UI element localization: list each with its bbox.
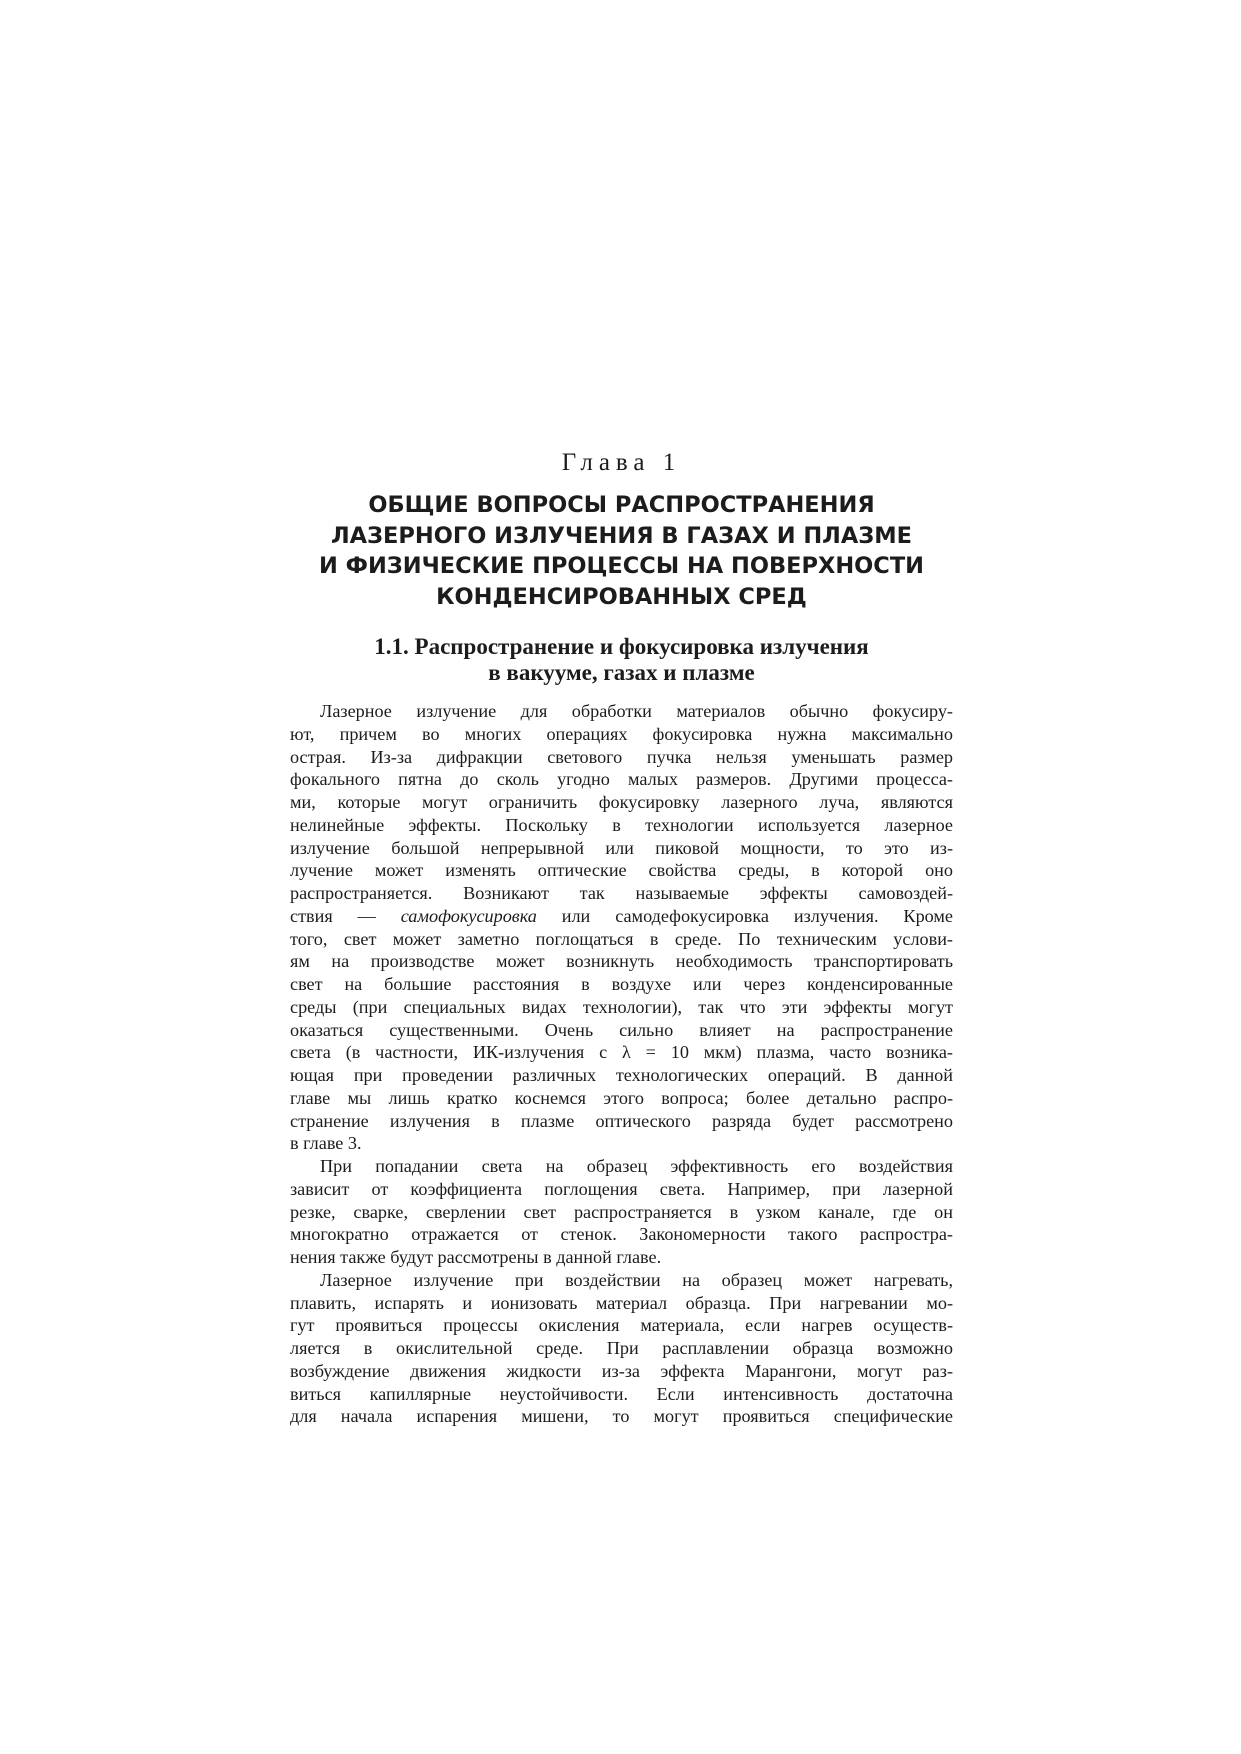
text-line: ляется в окислительной среде. При расплавлении образца возможно: [290, 1338, 953, 1358]
text-line: света (в частности, ИК-излучения с λ = 10 мкм) плазма, часто возника-: [290, 1042, 953, 1063]
text-line: плавить, испарять и ионизовать материал образца. При нагревании мо-: [290, 1292, 953, 1313]
text-line: ют, причем во многих операциях фокусировка нужна максимально: [290, 723, 953, 744]
chapter-label: Глава 1: [561, 449, 682, 476]
text-line: возбуждение движения жидкости из-за эффекта Марангони, могут раз-: [290, 1360, 953, 1381]
text-line: нения также будут рассмотрены в данной главе.: [290, 1247, 662, 1267]
text-line: гут проявиться процессы окисления материала, если нагрев осуществ-: [290, 1315, 953, 1336]
text-fragment: ствия —: [290, 905, 401, 926]
text-line: распространяется. Возникают так называемые эффекты самовоздей-: [290, 883, 953, 903]
section-title: [290, 634, 953, 686]
text-line: острая. Из-за дифракции светового пучка нельзя уменьшать размер: [290, 746, 953, 767]
text-line: главе мы лишь кратко коснемся этого вопроса; более детально распро-: [290, 1087, 953, 1108]
text-line: того, свет может заметно поглощаться в среде. По техническим услови-: [290, 928, 953, 949]
text-line: резке, сварке, сверлении свет распространяется в узком канале, где он: [290, 1201, 953, 1222]
text-line: многократно отражается от стенок. Закономерности такого распростра-: [290, 1224, 953, 1245]
chapter-title-line: И ФИЗИЧЕСКИЕ ПРОЦЕССЫ НА ПОВЕРХНОСТИ: [318, 553, 925, 579]
text-line: среды (при специальных видах технологии), так что эти эффекты могут: [290, 996, 953, 1017]
text-line: ющая при проведении различных технологических операций. В данной: [290, 1065, 953, 1085]
paragraph-2: [290, 1155, 953, 1269]
text-line: странение излучения в плазме оптического разряда будет рассмотрено: [290, 1110, 953, 1131]
chapter-title-line: КОНДЕНСИРОВАННЫХ СРЕД: [436, 583, 807, 610]
text-fragment: или самодефокусировка излучения. Кроме: [536, 905, 953, 926]
text-line: виться капиллярные неустойчивости. Если интенсивность достаточна: [290, 1383, 953, 1404]
chapter-title-line: ОБЩИЕ ВОПРОСЫ РАСПРОСТРАНЕНИЯ: [368, 492, 875, 518]
chapter-title: [290, 490, 953, 612]
text-line: фокального пятна до сколь угодно малых размеров. Другими процесса-: [290, 769, 953, 790]
emphasized-term: самофокусировка: [400, 905, 537, 926]
section-title-line: 1.1. Распространение и фокусировка излучения: [374, 634, 869, 659]
paragraph-1: [290, 700, 953, 1155]
text-line: зависит от коэффициента поглощения света. Например, при лазерной: [290, 1178, 953, 1199]
paragraph-3: [290, 1269, 953, 1428]
text-line-with-emphasis: [290, 905, 953, 928]
page-content: [290, 448, 953, 1428]
text-line: для начала испарения мишени, то могут проявиться специфические: [290, 1406, 953, 1427]
text-line: ям на производстве может возникнуть необходимость транспортировать: [290, 951, 953, 972]
text-line: ми, которые могут ограничить фокусировку лазерного луча, являются: [290, 792, 953, 812]
text-line: Лазерное излучение для обработки материалов обычно фокусиру-: [320, 701, 953, 721]
text-line: При попадании света на образец эффективность его воздействия: [320, 1156, 953, 1176]
text-line: лучение может изменять оптические свойства среды, в которой оно: [290, 860, 953, 881]
text-line: свет на большие расстояния в воздухе или через конденсированные: [290, 974, 953, 994]
section-title-line: в вакууме, газах и плазме: [488, 660, 755, 685]
chapter-title-line: ЛАЗЕРНОГО ИЗЛУЧЕНИЯ В ГАЗАХ И ПЛАЗМЕ: [330, 522, 913, 549]
text-line: Лазерное излучение при воздействии на образец может нагревать,: [320, 1269, 953, 1290]
body-text: [290, 700, 953, 1428]
text-line: оказаться существенными. Очень сильно влияет на распространение: [290, 1019, 953, 1040]
text-line: излучение большой непрерывной или пиковой мощности, то это из-: [290, 837, 953, 858]
text-line: в главе 3.: [290, 1133, 362, 1154]
text-line: нелинейные эффекты. Поскольку в технологии используется лазерное: [290, 814, 953, 835]
